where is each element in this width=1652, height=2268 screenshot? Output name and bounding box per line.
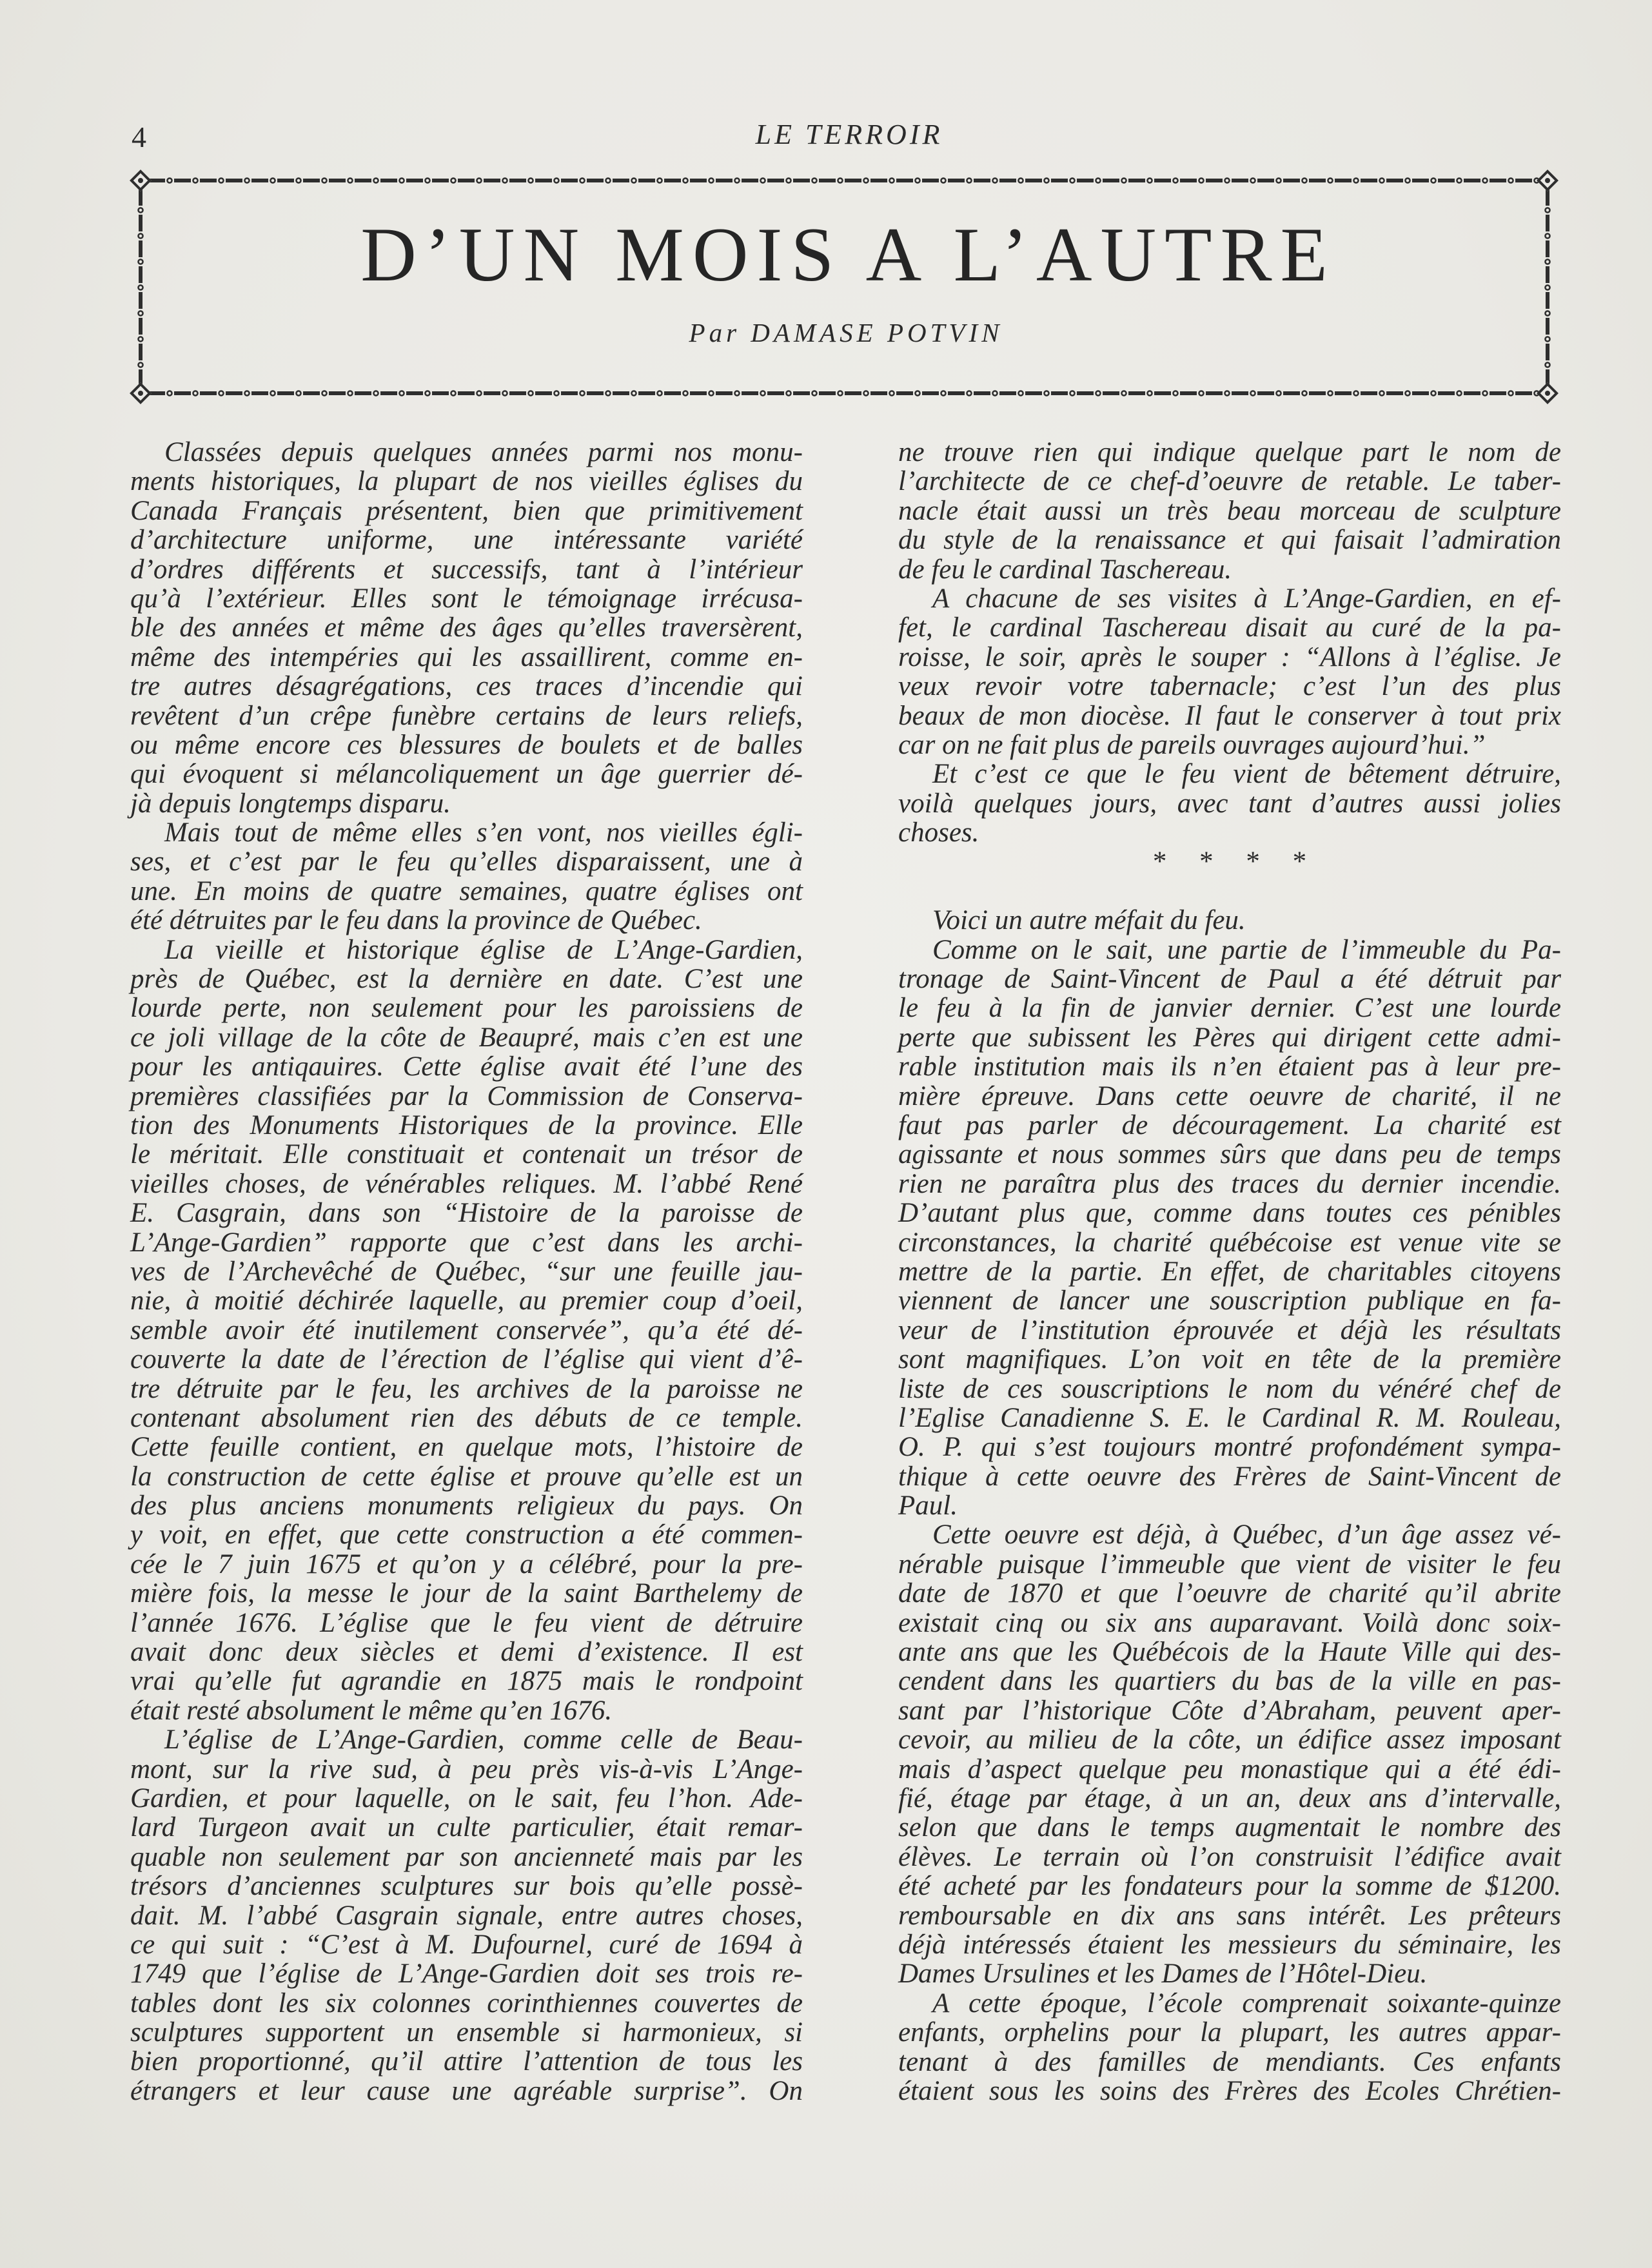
text-line: La vieille et historique église de L’Ange-Gardien,: [164, 934, 803, 965]
text-line: était resté absolument le même qu’en 1676.: [130, 1695, 613, 1726]
frame-border-top: [148, 177, 1540, 184]
text-line: nie, à moitié déchirée laquelle, au premier coup d’oeil,: [130, 1286, 803, 1316]
text-line: de feu le cardinal Taschereau.: [898, 554, 1232, 585]
text-line: Comme on le sait, une partie de l’immeuble du Pa-: [932, 934, 1561, 965]
text-line: la construction de cette église et prouve qu’elle est un: [130, 1461, 803, 1492]
paragraph: [898, 1989, 1561, 2106]
text-line: L’Ange-Gardien” rapporte que c’est dans les archi-: [130, 1227, 803, 1258]
text-line: lard Turgeon avait un culte particulier, était remar-: [130, 1812, 803, 1843]
text-line: Gardien, et pour laquelle, on le sait, feu l’hon. Ade-: [130, 1783, 803, 1813]
paragraph: [898, 584, 1561, 759]
text-line: premières classifiées par la Commission de Conserva-: [130, 1080, 803, 1111]
text-line: vieilles choses, de vénérables reliques. M. l’abbé René: [130, 1168, 803, 1199]
paragraph: [898, 1520, 1561, 1988]
paragraph: [130, 1725, 803, 2106]
text-line: veux revoir votre tabernacle; c’est l’un des plus: [898, 671, 1561, 702]
text-line: trésors d’anciennes sculptures sur bois qu’elle possè-: [130, 1871, 803, 1902]
text-line: sculptures supportent un ensemble si harmonieux, si: [130, 2017, 803, 2048]
paragraph: [130, 935, 803, 1726]
corner-ornament-icon: [130, 170, 152, 191]
text-line: d’architecture uniforme, une intéressante variété: [130, 525, 803, 556]
text-line: remboursable en dix ans sans intérêt. Les prêteurs: [898, 1900, 1561, 1931]
text-line: Paul.: [898, 1491, 958, 1521]
text-line: voilà quelques jours, avec tant d’autres aussi jolies: [898, 788, 1561, 819]
text-line: O. P. qui s’est toujours montré profondément sympa-: [898, 1432, 1561, 1463]
text-line: date de 1870 et que l’oeuvre de charité qu’il abrite: [898, 1578, 1561, 1609]
text-line: circonstances, la charité québécoise est venue vite se: [898, 1227, 1561, 1258]
text-line: thique à cette oeuvre des Frères de Saint-Vincent de: [898, 1461, 1561, 1492]
text-line: d’ordres différents et successifs, tant à l’intérieur: [130, 554, 803, 585]
text-line: beaux de mon diocèse. Il faut le conserver à tout prix: [898, 700, 1561, 731]
text-line: Classées depuis quelques années parmi nos monu-: [164, 437, 803, 467]
text-line: ne trouve rien qui indique quelque part le nom de: [898, 437, 1561, 467]
article-title: D’UN MOIS A L’AUTRE: [360, 211, 1336, 297]
text-line: qu’à l’extérieur. Elles sont le témoignage irrécusa-: [130, 583, 803, 614]
text-line: des plus anciens monuments religieux du pays. On: [130, 1491, 803, 1521]
text-line: sant par l’historique Côte d’Abraham, peuvent aper-: [898, 1695, 1561, 1726]
text-line: même des intempéries qui les assaillirent, comme en-: [130, 641, 803, 672]
text-line: le feu à la fin de janvier dernier. C’est une lourde: [898, 993, 1561, 1024]
text-line: viennent de lancer une souscription publique en fa-: [898, 1286, 1561, 1316]
text-line: déjà intéressés étaient les messieurs du séminaire, les: [898, 1929, 1561, 1960]
byline: Par DAMASE POTVIN: [689, 318, 1003, 347]
page-number: 4: [132, 121, 146, 153]
text-line: ves de l’Archevêché de Québec, “sur une feuille jau-: [130, 1256, 803, 1287]
text-line: étrangers et leur cause une agréable surprise”. On: [130, 2075, 803, 2106]
text-line: revêtent d’un crêpe funèbre certains de leurs reliefs,: [130, 700, 803, 731]
text-line: dait. M. l’abbé Casgrain signale, entre autres choses,: [130, 1900, 803, 1931]
text-line: nacle était aussi un très beau morceau de sculpture: [898, 495, 1561, 526]
text-line: rien ne paraîtra plus des traces du dernier incendie.: [898, 1168, 1561, 1199]
section-separator: * * * *: [1152, 846, 1307, 877]
column-left: [130, 438, 803, 2106]
text-line: ble des années et même des âges qu’elles traversèrent,: [130, 612, 803, 643]
corner-ornament-icon: [1537, 170, 1559, 191]
running-title: LE TERROIR: [755, 119, 943, 150]
text-line: fet, le cardinal Taschereau disait au curé de la pa-: [898, 612, 1561, 643]
text-line: ce joli village de la côte de Beaupré, mais c’en est une: [130, 1022, 803, 1053]
text-line: ou même encore ces blessures de boulets et de balles: [130, 729, 803, 760]
text-line: bien proportionné, qu’il attire l’attention de tous les: [130, 2046, 803, 2077]
text-line: y voit, en effet, que cette construction a été commen-: [130, 1520, 803, 1550]
text-line: L’église de L’Ange-Gardien, comme celle de Beau-: [164, 1725, 803, 1755]
text-line: Canada Français présentent, bien que primitivement: [130, 495, 803, 526]
text-line: E. Casgrain, dans son “Histoire de la paroisse de: [130, 1198, 803, 1229]
text-line: Mais tout de même elles s’en vont, nos vieilles égli-: [164, 817, 803, 848]
text-line: contenant absolument rien des débuts de ce temple.: [130, 1402, 803, 1433]
text-line: mière fois, la messe le jour de la saint Barthelemy de: [130, 1578, 803, 1609]
text-line: liste de ces souscriptions le nom du vénéré chef de: [898, 1373, 1561, 1404]
paragraph: [898, 906, 1561, 935]
text-line: cevoir, au milieu de la côte, un édifice assez imposant: [898, 1725, 1561, 1755]
text-line: jà depuis longtemps disparu.: [130, 788, 451, 819]
text-line: Cette feuille contient, en quelque mots, l’histoire de: [130, 1432, 803, 1463]
frame-border-bottom: [148, 390, 1540, 396]
text-line: existait cinq ou six ans auparavant. Voilà donc soix-: [898, 1607, 1561, 1638]
text-line: quable non seulement par son ancienneté mais par les: [130, 1841, 803, 1872]
text-line: choses.: [898, 817, 979, 848]
text-line: l’Eglise Canadienne S. E. le Cardinal R. M. Rouleau,: [898, 1402, 1561, 1433]
text-line: été détruites par le feu dans la province de Québec.: [130, 905, 702, 936]
text-line: enfants, orphelins pour la plupart, les autres appar-: [898, 2017, 1561, 2048]
text-line: une. En moins de quatre semaines, quatre églises ont: [130, 875, 803, 906]
text-line: tre autres désagrégations, ces traces d’incendie qui: [130, 671, 803, 702]
text-line: Et c’est ce que le feu vient de bêtement détruire,: [932, 759, 1561, 790]
text-line: qui évoquent si mélancoliquement un âge guerrier dé-: [130, 759, 803, 790]
paragraph: [898, 438, 1561, 584]
text-line: couverte la date de l’érection de l’église qui vient d’ê-: [130, 1344, 803, 1375]
text-line: mettre de la partie. En effet, de charitables citoyens: [898, 1256, 1561, 1287]
text-line: ce qui suit : “C’est à M. Dufournel, curé de 1694 à: [130, 1929, 803, 1960]
text-line: l’année 1676. L’église que le feu vient de détruire: [130, 1607, 803, 1638]
text-line: ments historiques, la plupart de nos vieilles églises du: [130, 466, 803, 497]
text-line: le méritait. Elle constituait et contenait un trésor de: [130, 1139, 803, 1170]
text-line: ses, et c’est par le feu qu’elles disparaissent, une à: [130, 846, 803, 877]
text-line: mont, sur la rive sud, à peu près vis-à-vis L’Ange-: [130, 1754, 803, 1784]
text-line: mais d’aspect quelque peu monastique qui a été édi-: [898, 1754, 1561, 1784]
text-line: pour les antiqauires. Cette église avait été l’une des: [130, 1051, 803, 1082]
paragraph: [130, 438, 803, 818]
text-line: A chacune de ses visites à L’Ange-Gardien, en ef-: [932, 583, 1561, 614]
text-line: semble avoir été inutilement conservée”, qu’a été dé-: [130, 1315, 803, 1345]
text-line: près de Québec, est la dernière en date. C’est une: [130, 964, 803, 995]
text-line: fié, étage par étage, à un an, deux ans d’intervalle,: [898, 1783, 1561, 1813]
text-line: avait donc deux siècles et demi d’existence. Il est: [130, 1637, 803, 1668]
text-line: tre détruite par le feu, les archives de la paroisse ne: [130, 1373, 803, 1404]
text-line: Dames Ursulines et les Dames de l’Hôtel-Dieu.: [898, 1959, 1428, 1989]
paragraph: [898, 759, 1561, 847]
text-line: tion des Monuments Historiques de la province. Elle: [130, 1110, 803, 1140]
text-line: car on ne fait plus de pareils ouvrages aujourd’hui.”: [898, 729, 1486, 760]
text-line: tenant à des familles de mendiants. Ces enfants: [898, 2046, 1561, 2077]
text-line: été acheté par les fondateurs pour la somme de $1200.: [898, 1871, 1561, 1902]
text-line: cée le 7 juin 1675 et qu’on y a célébré, pour la pre-: [130, 1549, 803, 1579]
paragraph: [130, 818, 803, 935]
text-line: selon que dans le temps augmentait le nombre des: [898, 1812, 1561, 1843]
text-line: rable institution mais ils n’en étaient pas à leur pre-: [898, 1051, 1561, 1082]
text-line: perte que subissent les Pères qui dirigent cette admi-: [898, 1022, 1561, 1053]
text-line: tronage de Saint-Vincent de Paul a été détruit par: [898, 964, 1561, 995]
text-line: faut pas parler de découragement. La charité est: [898, 1110, 1561, 1140]
text-line: Voici un autre méfait du feu.: [932, 905, 1246, 936]
text-line: roisse, le soir, après le souper : “Allons à l’église. Je: [898, 641, 1561, 672]
text-line: mière épreuve. Dans cette oeuvre de charité, il ne: [898, 1080, 1561, 1111]
text-line: étaient sous les soins des Frères des Ecoles Chrétien-: [898, 2075, 1561, 2106]
text-line: Cette oeuvre est déjà, à Québec, d’un âge assez vé-: [932, 1520, 1561, 1550]
text-line: cendent dans les quartiers du bas de la ville en pas-: [898, 1666, 1561, 1697]
text-line: agissante et nous sommes sûrs que dans peu de temps: [898, 1139, 1561, 1170]
text-line: du style de la renaissance et qui faisait l’admiration: [898, 525, 1561, 556]
text-line: A cette époque, l’école comprenait soixante-quinze: [932, 1988, 1561, 2019]
text-line: sont magnifiques. L’on voit en tête de la première: [898, 1344, 1561, 1375]
text-line: tables dont les six colonnes corinthiennes couvertes de: [130, 1988, 803, 2019]
text-line: l’architecte de ce chef-d’oeuvre de retable. Le taber-: [898, 466, 1561, 497]
paragraph: [898, 935, 1561, 1521]
text-line: vrai qu’elle fut agrandie en 1875 mais le rondpoint: [130, 1666, 803, 1697]
text-line: 1749 que l’église de L’Ange-Gardien doit ses trois re-: [130, 1959, 803, 1989]
text-line: ante ans que les Québécois de la Haute Ville qui des-: [898, 1637, 1561, 1668]
text-line: nérable puisque l’immeuble que vient de visiter le feu: [898, 1549, 1561, 1579]
text-line: D’autant plus que, comme dans toutes ces pénibles: [898, 1198, 1561, 1229]
text-line: veur de l’institution éprouvée et déjà les résultats: [898, 1315, 1561, 1345]
text-line: lourde perte, non seulement pour les paroissiens de: [130, 993, 803, 1024]
column-right: [898, 438, 1561, 2106]
text-line: élèves. Le terrain où l’on construisit l’édifice avait: [898, 1841, 1561, 1872]
